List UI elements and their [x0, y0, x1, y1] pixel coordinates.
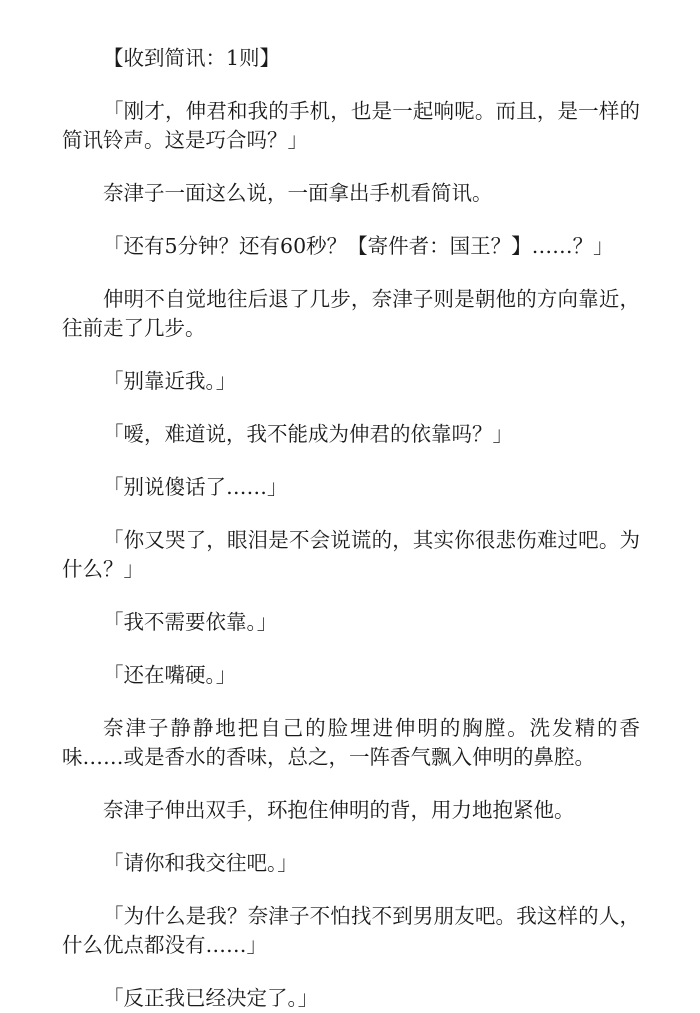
- paragraph-dialogue: 「刚才，伸君和我的手机，也是一起响呢。而且，是一样的简讯铃声。这是巧合吗？」: [62, 99, 640, 152]
- paragraph-dialogue: 「还在嘴硬。」: [103, 663, 237, 687]
- paragraph-dialogue: 「我不需要依靠。」: [103, 610, 278, 634]
- paragraph-dialogue: 「为什么是我？奈津子不怕找不到男朋友吧。我这样的人，什么优点都没有……」: [62, 904, 640, 957]
- paragraph-dialogue: 「请你和我交往吧。」: [103, 851, 298, 875]
- paragraph-narration: 伸明不自觉地往后退了几步，奈津子则是朝他的方向靠近，往前走了几步。: [62, 287, 640, 340]
- paragraph-sms-notice: 【收到简讯：1则】: [103, 46, 281, 70]
- paragraph-dialogue: 「还有5分钟？还有60秒？【寄件者：国王？】……？」: [103, 234, 614, 258]
- paragraph-dialogue: 「你又哭了，眼泪是不会说谎的，其实你很悲伤难过吧。为什么？」: [62, 528, 640, 581]
- paragraph-dialogue: 「别说傻话了……」: [103, 475, 288, 499]
- paragraph-narration: 奈津子一面这么说，一面拿出手机看简讯。: [103, 181, 493, 205]
- paragraph-dialogue: 「反正我已经决定了。」: [103, 986, 319, 1010]
- paragraph-narration: 奈津子静静地把自己的脸埋进伸明的胸膛。洗发精的香味……或是香水的香味，总之，一阵香气飘入伸明的鼻腔。: [62, 716, 640, 769]
- paragraph-dialogue: 「别靠近我。」: [103, 369, 237, 393]
- paragraph-narration: 奈津子伸出双手，环抱住伸明的背，用力地抱紧他。: [103, 798, 575, 822]
- paragraph-dialogue: 「嗳，难道说，我不能成为伸君的依靠吗？」: [103, 422, 513, 446]
